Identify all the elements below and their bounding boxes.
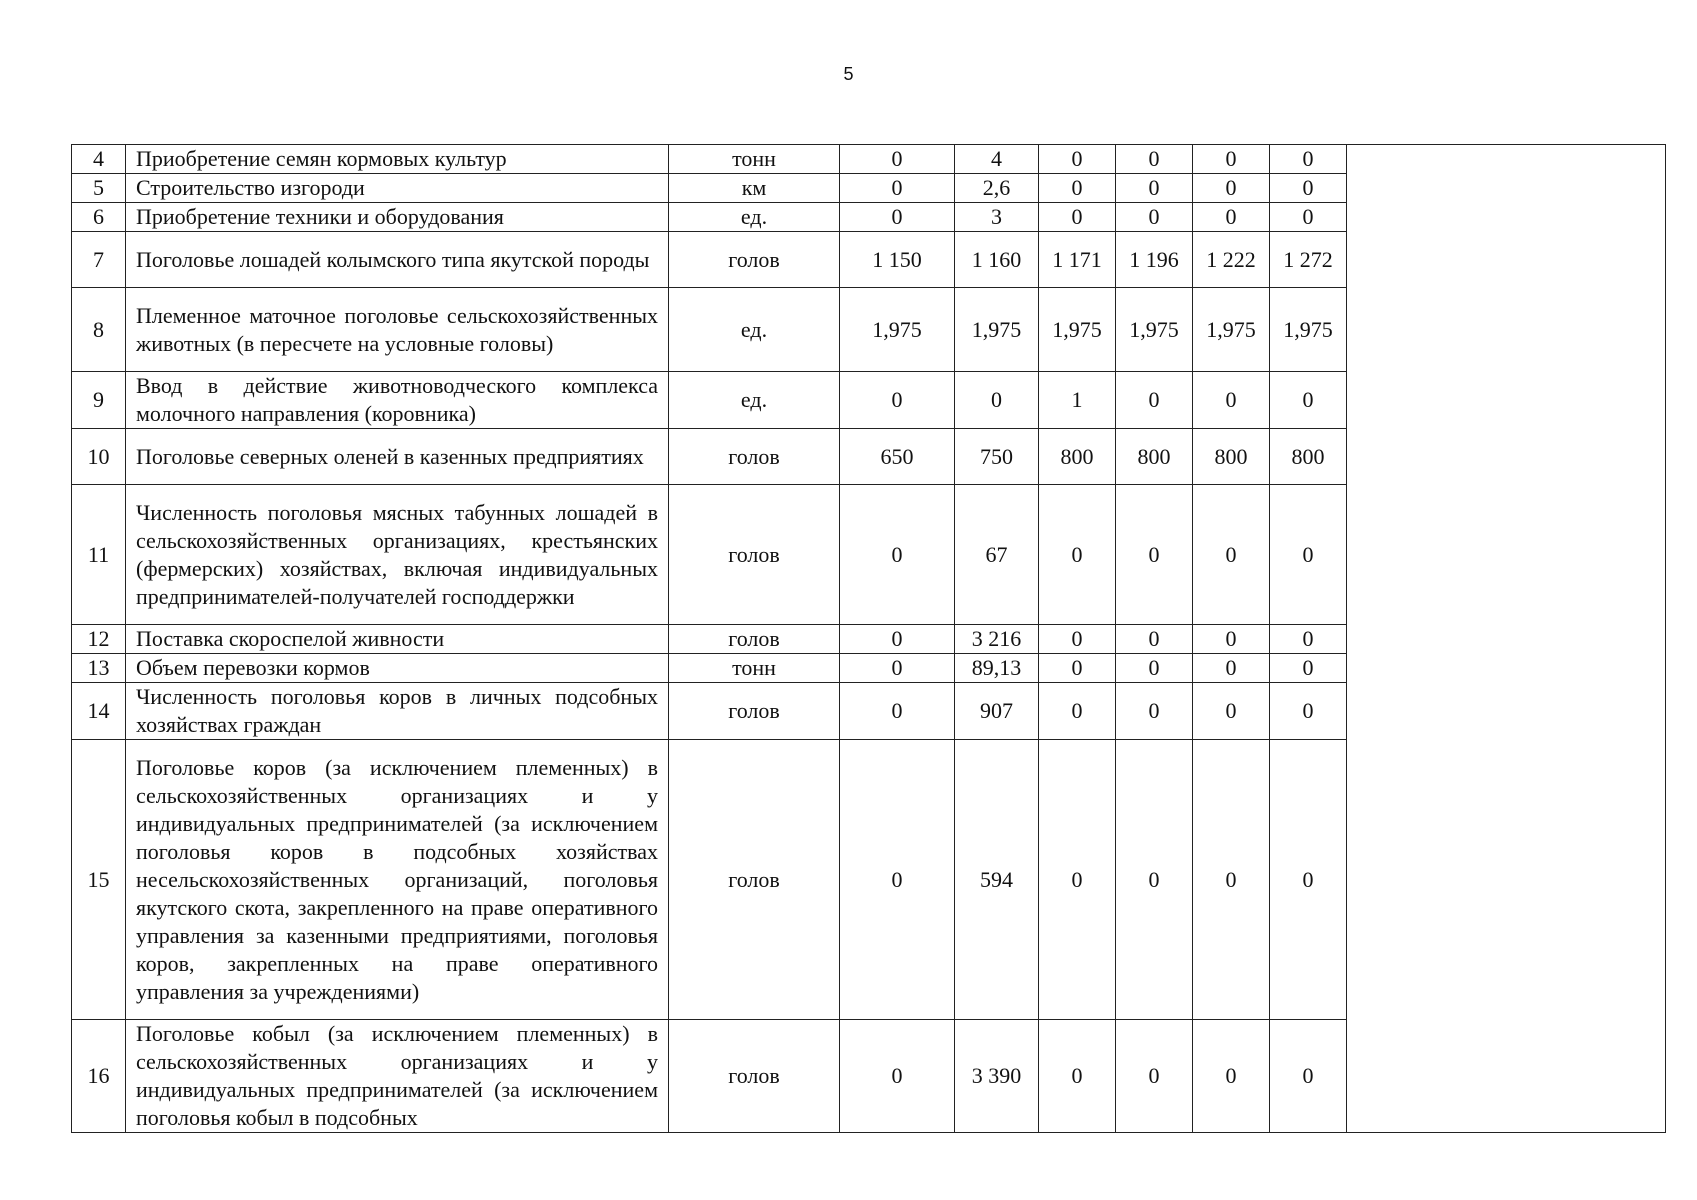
value-cell-6: 0: [1270, 654, 1347, 683]
value-cell-1: 0: [840, 683, 955, 740]
indicator-name-cell: Поголовье кобыл (за исключением племенных) в сельскохозяйственных организациях и у индивидуальных предпринимателей (за исключением поголовья кобыл в подсобных: [126, 1020, 669, 1133]
value-cell-6: 0: [1270, 372, 1347, 429]
value-cell-4: 0: [1116, 485, 1193, 625]
value-cell-1: 0: [840, 625, 955, 654]
row-number-cell: 13: [72, 654, 126, 683]
indicator-name-cell: Поголовье северных оленей в казенных предприятиях: [126, 429, 669, 485]
value-cell-3: 0: [1039, 174, 1116, 203]
value-cell-1: 0: [840, 203, 955, 232]
value-cell-4: 800: [1116, 429, 1193, 485]
indicator-name-cell: Численность поголовья коров в личных подсобных хозяйствах граждан: [126, 683, 669, 740]
unit-cell: голов: [669, 1020, 840, 1133]
value-cell-6: 0: [1270, 1020, 1347, 1133]
unit-cell: ед.: [669, 203, 840, 232]
value-cell-1: 1 150: [840, 232, 955, 288]
unit-cell: голов: [669, 485, 840, 625]
value-cell-3: 0: [1039, 625, 1116, 654]
unit-cell: голов: [669, 232, 840, 288]
row-number-cell: 5: [72, 174, 126, 203]
value-cell-4: 0: [1116, 174, 1193, 203]
indicator-name-cell: Племенное маточное поголовье сельскохозяйственных животных (в пересчете на условные головы): [126, 288, 669, 372]
value-cell-4: 0: [1116, 203, 1193, 232]
value-cell-5: 0: [1193, 174, 1270, 203]
indicators-table: [71, 144, 1666, 1133]
value-cell-5: 800: [1193, 429, 1270, 485]
value-cell-1: 0: [840, 740, 955, 1020]
indicator-name-cell: Приобретение семян кормовых культур: [126, 145, 669, 174]
value-cell-6: 0: [1270, 740, 1347, 1020]
value-cell-3: 0: [1039, 203, 1116, 232]
value-cell-5: 1 222: [1193, 232, 1270, 288]
value-cell-5: 0: [1193, 625, 1270, 654]
value-cell-6: 0: [1270, 625, 1347, 654]
value-cell-6: 800: [1270, 429, 1347, 485]
value-cell-4: 0: [1116, 654, 1193, 683]
value-cell-3: 0: [1039, 740, 1116, 1020]
value-cell-1: 0: [840, 485, 955, 625]
value-cell-6: 0: [1270, 203, 1347, 232]
unit-cell: голов: [669, 740, 840, 1020]
value-cell-6: 1 272: [1270, 232, 1347, 288]
value-cell-2: 594: [955, 740, 1039, 1020]
value-cell-2: 750: [955, 429, 1039, 485]
value-cell-4: 0: [1116, 740, 1193, 1020]
indicator-name-cell: Поголовье лошадей колымского типа якутской породы: [126, 232, 669, 288]
value-cell-5: 0: [1193, 740, 1270, 1020]
value-cell-5: 0: [1193, 203, 1270, 232]
value-cell-2: 2,6: [955, 174, 1039, 203]
value-cell-1: 0: [840, 654, 955, 683]
value-cell-2: 3 216: [955, 625, 1039, 654]
value-cell-3: 1 171: [1039, 232, 1116, 288]
value-cell-2: 89,13: [955, 654, 1039, 683]
row-number-cell: 14: [72, 683, 126, 740]
unit-cell: км: [669, 174, 840, 203]
row-number-cell: 9: [72, 372, 126, 429]
value-cell-2: 1 160: [955, 232, 1039, 288]
indicator-name-cell: Строительство изгороди: [126, 174, 669, 203]
row-number-cell: 11: [72, 485, 126, 625]
indicator-name-cell: Поголовье коров (за исключением племенных) в сельскохозяйственных организациях и у индивидуальных предпринимателей (за исключением поголовья коров в подсобных хозяйствах несельскохозяйственных организаций, поголовья якутского скота, закрепленного на праве оперативного управления за казенными предприятиями, поголовья коров, закрепленных на праве оперативного управления за учреждениями): [126, 740, 669, 1020]
value-cell-1: 650: [840, 429, 955, 485]
value-cell-2: 3: [955, 203, 1039, 232]
value-cell-2: 0: [955, 372, 1039, 429]
value-cell-2: 4: [955, 145, 1039, 174]
value-cell-3: 1,975: [1039, 288, 1116, 372]
indicator-name-cell: Ввод в действие животноводческого комплекса молочного направления (коровника): [126, 372, 669, 429]
value-cell-4: 0: [1116, 1020, 1193, 1133]
unit-cell: голов: [669, 625, 840, 654]
row-number-cell: 16: [72, 1020, 126, 1133]
value-cell-1: 0: [840, 174, 955, 203]
row-number-cell: 7: [72, 232, 126, 288]
value-cell-4: 0: [1116, 625, 1193, 654]
table-row: [72, 145, 1666, 174]
value-cell-2: 3 390: [955, 1020, 1039, 1133]
value-cell-5: 0: [1193, 654, 1270, 683]
value-cell-6: 0: [1270, 485, 1347, 625]
indicator-name-cell: Объем перевозки кормов: [126, 654, 669, 683]
value-cell-4: 0: [1116, 372, 1193, 429]
value-cell-4: 0: [1116, 145, 1193, 174]
value-cell-3: 800: [1039, 429, 1116, 485]
value-cell-5: 1,975: [1193, 288, 1270, 372]
value-cell-5: 0: [1193, 372, 1270, 429]
row-number-cell: 4: [72, 145, 126, 174]
unit-cell: тонн: [669, 145, 840, 174]
value-cell-2: 67: [955, 485, 1039, 625]
value-cell-6: 0: [1270, 145, 1347, 174]
value-cell-5: 0: [1193, 683, 1270, 740]
unit-cell: голов: [669, 683, 840, 740]
table-body: [72, 145, 1666, 1133]
value-cell-2: 907: [955, 683, 1039, 740]
row-number-cell: 15: [72, 740, 126, 1020]
value-cell-4: 1,975: [1116, 288, 1193, 372]
value-cell-6: 0: [1270, 683, 1347, 740]
value-cell-5: 0: [1193, 145, 1270, 174]
value-cell-1: 1,975: [840, 288, 955, 372]
row-number-cell: 10: [72, 429, 126, 485]
value-cell-4: 1 196: [1116, 232, 1193, 288]
value-cell-1: 0: [840, 145, 955, 174]
row-number-cell: 6: [72, 203, 126, 232]
row-number-cell: 8: [72, 288, 126, 372]
unit-cell: тонн: [669, 654, 840, 683]
unit-cell: ед.: [669, 372, 840, 429]
indicator-name-cell: Поставка скороспелой живности: [126, 625, 669, 654]
value-cell-3: 0: [1039, 683, 1116, 740]
value-cell-1: 0: [840, 372, 955, 429]
indicator-name-cell: Численность поголовья мясных табунных лошадей в сельскохозяйственных организациях, крестьянских (фермерских) хозяйствах, включая индивидуальных предпринимателей-получателей господдержки: [126, 485, 669, 625]
value-cell-5: 0: [1193, 485, 1270, 625]
value-cell-3: 0: [1039, 654, 1116, 683]
value-cell-6: 0: [1270, 174, 1347, 203]
value-cell-2: 1,975: [955, 288, 1039, 372]
value-cell-3: 0: [1039, 485, 1116, 625]
page-number: 5: [843, 64, 854, 84]
unit-cell: ед.: [669, 288, 840, 372]
value-cell-3: 0: [1039, 1020, 1116, 1133]
value-cell-4: 0: [1116, 683, 1193, 740]
value-cell-5: 0: [1193, 1020, 1270, 1133]
value-cell-3: 1: [1039, 372, 1116, 429]
unit-cell: голов: [669, 429, 840, 485]
value-cell-1: 0: [840, 1020, 955, 1133]
value-cell-6: 1,975: [1270, 288, 1347, 372]
value-cell-3: 0: [1039, 145, 1116, 174]
blank-cell: [1347, 145, 1666, 1133]
indicator-name-cell: Приобретение техники и оборудования: [126, 203, 669, 232]
row-number-cell: 12: [72, 625, 126, 654]
